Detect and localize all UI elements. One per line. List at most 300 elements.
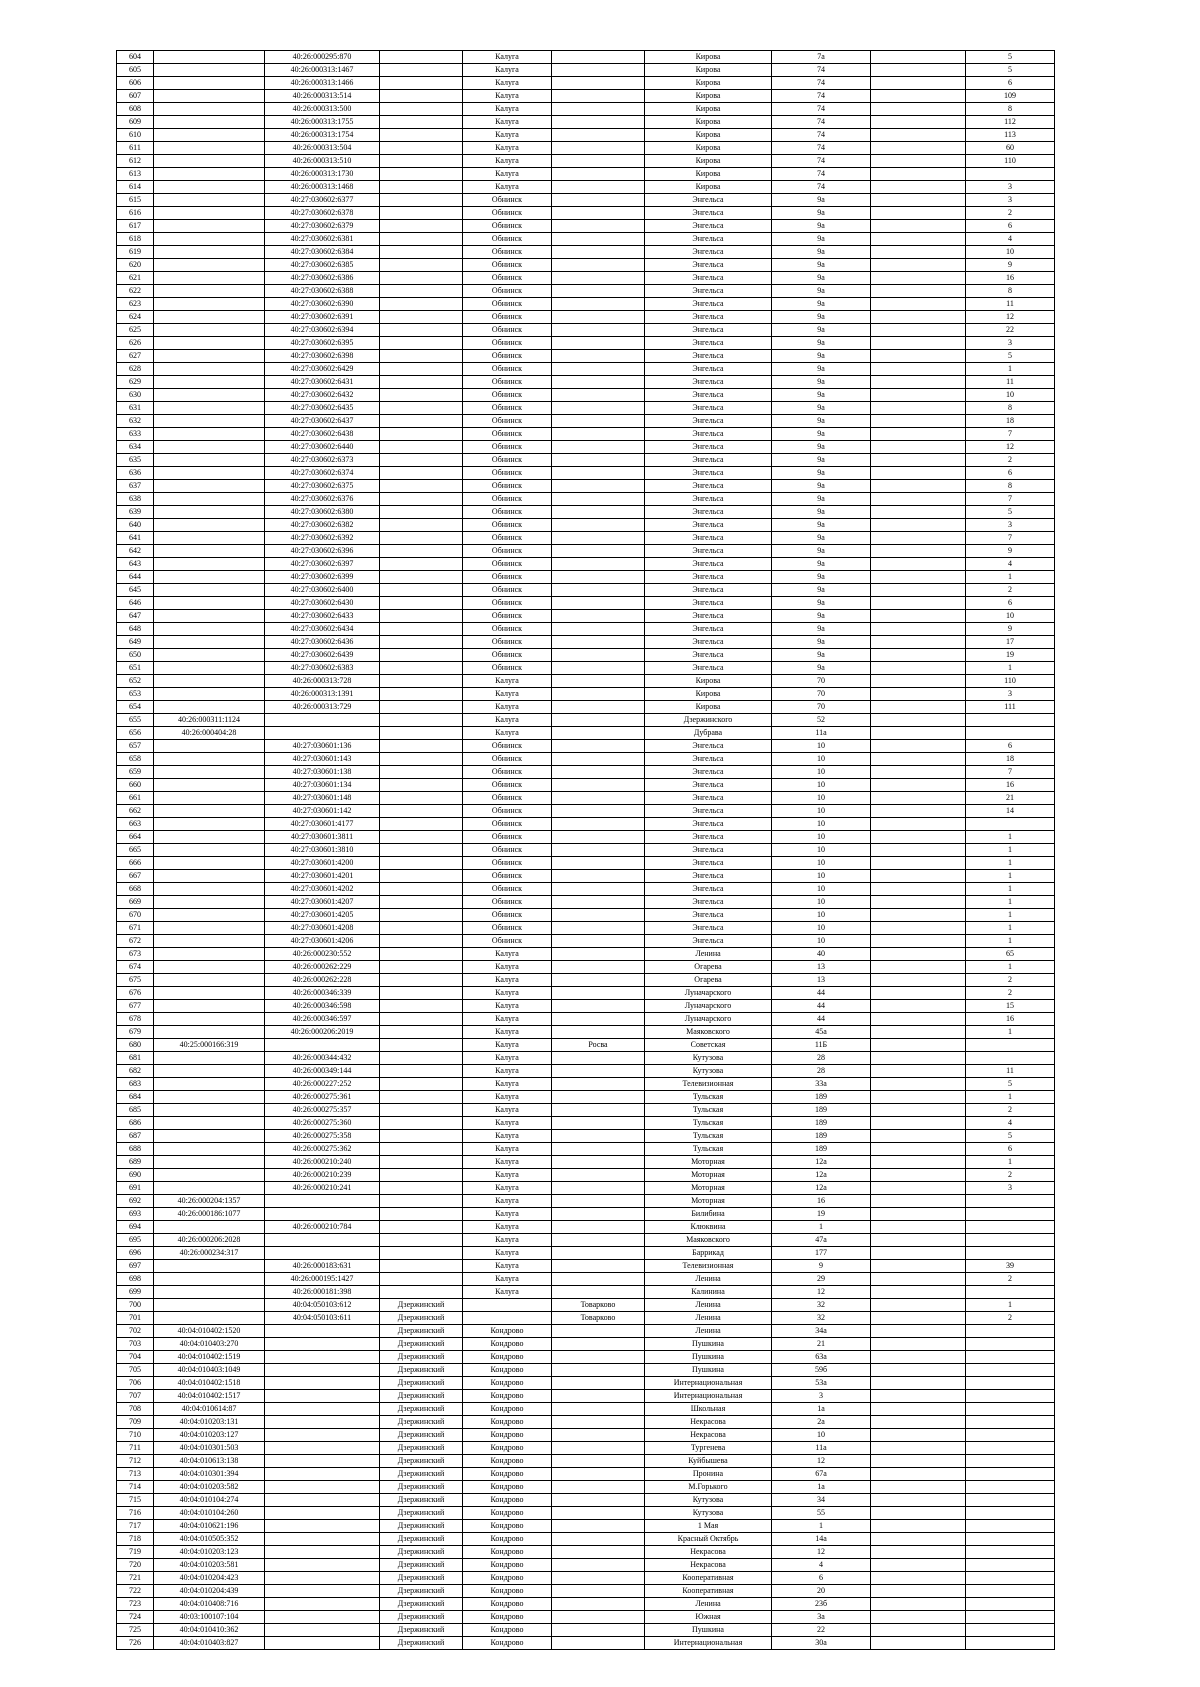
- cell-apartment: [966, 1247, 1055, 1260]
- cell-settlement: [552, 1559, 645, 1572]
- cell-district: Дзержинский: [380, 1585, 463, 1598]
- cell-settlement: [552, 155, 645, 168]
- cell-cadastral-number-b: 40:26:000206:2019: [265, 1026, 380, 1039]
- cell-cadastral-number-b: 40:26:000313:504: [265, 142, 380, 155]
- cell-apartment: 111: [966, 701, 1055, 714]
- cell-cadastral-number-b: 40:27:030602:6373: [265, 454, 380, 467]
- cell-building: [871, 792, 966, 805]
- cell-street: Кутузова: [645, 1052, 772, 1065]
- cell-row-number: 712: [117, 1455, 154, 1468]
- cell-apartment: [966, 1377, 1055, 1390]
- table-row: [117, 1390, 1055, 1403]
- cell-district: [380, 194, 463, 207]
- cell-district: [380, 948, 463, 961]
- cell-cadastral-number-b: 40:27:030602:6385: [265, 259, 380, 272]
- cell-district: Дзержинский: [380, 1377, 463, 1390]
- cell-row-number: 641: [117, 532, 154, 545]
- cell-street: Энгельса: [645, 285, 772, 298]
- cell-cadastral-number-b: 40:26:000295:870: [265, 51, 380, 64]
- cell-district: Дзержинский: [380, 1611, 463, 1624]
- cell-apartment: 5: [966, 1130, 1055, 1143]
- cell-building: [871, 662, 966, 675]
- cell-apartment: [966, 1572, 1055, 1585]
- cell-building: [871, 1520, 966, 1533]
- cell-row-number: 628: [117, 363, 154, 376]
- cell-building: [871, 545, 966, 558]
- cell-city: Калуга: [463, 961, 552, 974]
- cell-district: [380, 519, 463, 532]
- cell-cadastral-number-a: 40:04:010402:1519: [154, 1351, 265, 1364]
- cell-settlement: [552, 740, 645, 753]
- cell-row-number: 708: [117, 1403, 154, 1416]
- cell-cadastral-number-a: [154, 1000, 265, 1013]
- cell-district: [380, 337, 463, 350]
- cell-street: Тульская: [645, 1117, 772, 1130]
- cell-row-number: 721: [117, 1572, 154, 1585]
- cell-settlement: [552, 1429, 645, 1442]
- table-row: [117, 636, 1055, 649]
- cell-settlement: [552, 1078, 645, 1091]
- cell-district: Дзержинский: [380, 1624, 463, 1637]
- cell-cadastral-number-a: [154, 194, 265, 207]
- table-row: [117, 194, 1055, 207]
- cell-row-number: 615: [117, 194, 154, 207]
- cell-house: 40: [772, 948, 871, 961]
- cell-cadastral-number-a: [154, 649, 265, 662]
- cell-cadastral-number-a: [154, 753, 265, 766]
- cell-house: 10: [772, 909, 871, 922]
- cell-street: Энгельса: [645, 532, 772, 545]
- cell-district: [380, 220, 463, 233]
- cell-settlement: [552, 1416, 645, 1429]
- cell-apartment: 8: [966, 285, 1055, 298]
- table-row: [117, 1533, 1055, 1546]
- cell-settlement: [552, 1364, 645, 1377]
- cell-apartment: 7: [966, 428, 1055, 441]
- cell-street: Энгельса: [645, 935, 772, 948]
- cell-cadastral-number-a: 40:26:000186:1077: [154, 1208, 265, 1221]
- cell-city: Калуга: [463, 181, 552, 194]
- cell-cadastral-number-a: 40:26:000404:28: [154, 727, 265, 740]
- cell-street: Энгельса: [645, 480, 772, 493]
- cell-street: Некрасова: [645, 1416, 772, 1429]
- cell-house: 34: [772, 1494, 871, 1507]
- cell-district: [380, 1078, 463, 1091]
- cell-street: 1 Мая: [645, 1520, 772, 1533]
- cell-building: [871, 1481, 966, 1494]
- cell-cadastral-number-a: [154, 1013, 265, 1026]
- cell-cadastral-number-b: 40:27:030601:142: [265, 805, 380, 818]
- cell-house: 14а: [772, 1533, 871, 1546]
- cell-house: 189: [772, 1143, 871, 1156]
- cell-house: 12: [772, 1546, 871, 1559]
- cell-city: Обнинск: [463, 350, 552, 363]
- cell-apartment: [966, 1507, 1055, 1520]
- cell-street: Интернациональная: [645, 1390, 772, 1403]
- cell-street: Тульская: [645, 1091, 772, 1104]
- cell-settlement: [552, 662, 645, 675]
- cell-row-number: 662: [117, 805, 154, 818]
- cell-house: 9а: [772, 324, 871, 337]
- table-row: [117, 584, 1055, 597]
- table-row: [117, 1546, 1055, 1559]
- cell-street: Пушкина: [645, 1351, 772, 1364]
- cell-row-number: 715: [117, 1494, 154, 1507]
- cell-district: [380, 675, 463, 688]
- cell-row-number: 643: [117, 558, 154, 571]
- cell-cadastral-number-b: 40:26:000313:510: [265, 155, 380, 168]
- cell-city: Обнинск: [463, 740, 552, 753]
- cell-cadastral-number-b: 40:26:000210:241: [265, 1182, 380, 1195]
- cell-cadastral-number-a: [154, 922, 265, 935]
- cell-district: Дзержинский: [380, 1559, 463, 1572]
- cell-street: Энгельса: [645, 350, 772, 363]
- table-row: [117, 1026, 1055, 1039]
- cell-street: Маяковского: [645, 1026, 772, 1039]
- cell-city: Обнинск: [463, 636, 552, 649]
- cell-cadastral-number-b: 40:26:000313:500: [265, 103, 380, 116]
- cell-district: [380, 207, 463, 220]
- table-row: [117, 922, 1055, 935]
- cell-row-number: 711: [117, 1442, 154, 1455]
- table-row: [117, 597, 1055, 610]
- table-row: [117, 1091, 1055, 1104]
- cell-apartment: 5: [966, 350, 1055, 363]
- cell-city: Кондрово: [463, 1429, 552, 1442]
- cell-settlement: [552, 1533, 645, 1546]
- cell-city: Обнинск: [463, 649, 552, 662]
- cell-street: Энгельса: [645, 896, 772, 909]
- cell-building: [871, 1312, 966, 1325]
- cell-house: 10: [772, 779, 871, 792]
- cell-settlement: [552, 103, 645, 116]
- cell-apartment: 19: [966, 649, 1055, 662]
- cell-settlement: [552, 532, 645, 545]
- cell-apartment: 3: [966, 194, 1055, 207]
- cell-house: 74: [772, 116, 871, 129]
- cell-street: Ленина: [645, 1299, 772, 1312]
- cell-settlement: [552, 1494, 645, 1507]
- cell-settlement: [552, 1507, 645, 1520]
- table-row: [117, 454, 1055, 467]
- cell-apartment: [966, 1234, 1055, 1247]
- cell-building: [871, 1377, 966, 1390]
- cell-apartment: 17: [966, 636, 1055, 649]
- cell-apartment: 5: [966, 506, 1055, 519]
- cell-cadastral-number-b: 40:27:030602:6435: [265, 402, 380, 415]
- cell-cadastral-number-a: [154, 662, 265, 675]
- cell-cadastral-number-a: [154, 142, 265, 155]
- cell-district: [380, 701, 463, 714]
- cell-cadastral-number-b: [265, 1546, 380, 1559]
- cell-cadastral-number-a: 40:04:010104:260: [154, 1507, 265, 1520]
- cell-building: [871, 285, 966, 298]
- cell-building: [871, 610, 966, 623]
- cell-apartment: 1: [966, 922, 1055, 935]
- cell-settlement: [552, 207, 645, 220]
- cell-house: 9а: [772, 207, 871, 220]
- cell-house: 3а: [772, 1611, 871, 1624]
- cell-apartment: 2: [966, 974, 1055, 987]
- cell-row-number: 668: [117, 883, 154, 896]
- cell-apartment: [966, 1533, 1055, 1546]
- cell-cadastral-number-b: 40:27:030602:6430: [265, 597, 380, 610]
- cell-building: [871, 649, 966, 662]
- cell-house: 23б: [772, 1598, 871, 1611]
- cell-apartment: 9: [966, 623, 1055, 636]
- cell-settlement: [552, 558, 645, 571]
- cell-house: 10: [772, 753, 871, 766]
- cell-cadastral-number-b: 40:26:000262:229: [265, 961, 380, 974]
- cell-street: Билибина: [645, 1208, 772, 1221]
- cell-settlement: [552, 584, 645, 597]
- cell-cadastral-number-b: [265, 1338, 380, 1351]
- cell-city: Кондрово: [463, 1468, 552, 1481]
- cell-apartment: 1: [966, 909, 1055, 922]
- cell-cadastral-number-a: 40:04:010403:1049: [154, 1364, 265, 1377]
- cell-street: Моторная: [645, 1182, 772, 1195]
- table-row: [117, 1117, 1055, 1130]
- cell-settlement: [552, 467, 645, 480]
- cell-cadastral-number-b: 40:27:030602:6394: [265, 324, 380, 337]
- cell-row-number: 616: [117, 207, 154, 220]
- cell-building: [871, 168, 966, 181]
- cell-street: Кутузова: [645, 1494, 772, 1507]
- cell-apartment: 16: [966, 1013, 1055, 1026]
- cell-row-number: 632: [117, 415, 154, 428]
- cell-row-number: 676: [117, 987, 154, 1000]
- cell-city: Кондрово: [463, 1624, 552, 1637]
- cell-district: [380, 1247, 463, 1260]
- cell-row-number: 618: [117, 233, 154, 246]
- cell-apartment: [966, 1221, 1055, 1234]
- cell-building: [871, 1455, 966, 1468]
- cell-house: 9а: [772, 233, 871, 246]
- cell-row-number: 620: [117, 259, 154, 272]
- cell-street: Моторная: [645, 1156, 772, 1169]
- cell-cadastral-number-b: 40:04:050103:612: [265, 1299, 380, 1312]
- cell-apartment: 7: [966, 766, 1055, 779]
- cell-street: Энгельса: [645, 909, 772, 922]
- table-row: [117, 1312, 1055, 1325]
- table-row: [117, 818, 1055, 831]
- cell-cadastral-number-a: 40:26:000311:1124: [154, 714, 265, 727]
- cell-street: Огарева: [645, 961, 772, 974]
- cell-house: 9а: [772, 246, 871, 259]
- cell-apartment: 39: [966, 1260, 1055, 1273]
- cell-row-number: 682: [117, 1065, 154, 1078]
- cell-building: [871, 103, 966, 116]
- cell-cadastral-number-b: 40:26:000313:514: [265, 90, 380, 103]
- cell-city: Кондрово: [463, 1520, 552, 1533]
- cell-city: Калуга: [463, 142, 552, 155]
- cell-house: 16: [772, 1195, 871, 1208]
- cell-settlement: [552, 922, 645, 935]
- cell-building: [871, 870, 966, 883]
- cell-building: [871, 480, 966, 493]
- cell-street: Маяковского: [645, 1234, 772, 1247]
- cell-building: [871, 1390, 966, 1403]
- cell-settlement: [552, 298, 645, 311]
- cell-district: Дзержинский: [380, 1429, 463, 1442]
- cell-street: Тульская: [645, 1143, 772, 1156]
- cell-cadastral-number-b: [265, 1637, 380, 1650]
- cell-building: [871, 363, 966, 376]
- cell-house: 9а: [772, 532, 871, 545]
- cell-street: Энгельса: [645, 272, 772, 285]
- cell-row-number: 670: [117, 909, 154, 922]
- cell-cadastral-number-a: [154, 220, 265, 233]
- table-row: [117, 285, 1055, 298]
- cell-settlement: [552, 90, 645, 103]
- cell-settlement: [552, 233, 645, 246]
- cell-cadastral-number-b: 40:27:030602:6434: [265, 623, 380, 636]
- cell-settlement: [552, 64, 645, 77]
- cell-district: [380, 233, 463, 246]
- cell-street: Кирова: [645, 116, 772, 129]
- cell-cadastral-number-b: 40:26:000313:1730: [265, 168, 380, 181]
- cell-street: Дубрава: [645, 727, 772, 740]
- cell-house: 9: [772, 1260, 871, 1273]
- table-row: [117, 857, 1055, 870]
- cell-cadastral-number-a: [154, 155, 265, 168]
- cell-house: 10: [772, 870, 871, 883]
- cell-apartment: [966, 1351, 1055, 1364]
- cell-district: [380, 1039, 463, 1052]
- table-row: [117, 571, 1055, 584]
- cell-row-number: 635: [117, 454, 154, 467]
- cell-house: 10: [772, 1429, 871, 1442]
- table-row: [117, 350, 1055, 363]
- cell-district: Дзержинский: [380, 1507, 463, 1520]
- cell-cadastral-number-a: 40:04:010402:1520: [154, 1325, 265, 1338]
- cell-street: Энгельса: [645, 584, 772, 597]
- cell-apartment: [966, 727, 1055, 740]
- cell-city: Обнинск: [463, 610, 552, 623]
- cell-cadastral-number-b: 40:27:030602:6429: [265, 363, 380, 376]
- cell-cadastral-number-b: [265, 714, 380, 727]
- cell-cadastral-number-a: [154, 285, 265, 298]
- cell-street: Клюквина: [645, 1221, 772, 1234]
- cell-building: [871, 1533, 966, 1546]
- table-row: [117, 1260, 1055, 1273]
- cell-cadastral-number-b: 40:26:000313:1467: [265, 64, 380, 77]
- cell-cadastral-number-b: 40:27:030601:4177: [265, 818, 380, 831]
- cell-apartment: 6: [966, 220, 1055, 233]
- cell-house: 9а: [772, 480, 871, 493]
- cell-apartment: 8: [966, 103, 1055, 116]
- table-row: [117, 987, 1055, 1000]
- cell-city: Обнинск: [463, 532, 552, 545]
- cell-city: Калуга: [463, 1156, 552, 1169]
- cell-district: Дзержинский: [380, 1364, 463, 1377]
- cell-building: [871, 1286, 966, 1299]
- cell-cadastral-number-a: [154, 428, 265, 441]
- cell-settlement: [552, 675, 645, 688]
- cell-house: 74: [772, 103, 871, 116]
- cell-district: [380, 77, 463, 90]
- table-row: [117, 181, 1055, 194]
- cell-district: [380, 1182, 463, 1195]
- cell-house: 9а: [772, 506, 871, 519]
- cell-building: [871, 1169, 966, 1182]
- table-row: [117, 337, 1055, 350]
- cell-city: Обнинск: [463, 259, 552, 272]
- cell-cadastral-number-b: [265, 1416, 380, 1429]
- cell-house: 189: [772, 1130, 871, 1143]
- cell-row-number: 665: [117, 844, 154, 857]
- cell-district: [380, 1104, 463, 1117]
- cell-apartment: [966, 1559, 1055, 1572]
- cell-building: [871, 1299, 966, 1312]
- cell-settlement: [552, 1247, 645, 1260]
- cell-row-number: 605: [117, 64, 154, 77]
- table-row: [117, 480, 1055, 493]
- cell-house: 12а: [772, 1156, 871, 1169]
- cell-street: Кутузова: [645, 1065, 772, 1078]
- cell-cadastral-number-a: [154, 935, 265, 948]
- cell-district: [380, 532, 463, 545]
- cell-cadastral-number-b: 40:27:030602:6377: [265, 194, 380, 207]
- cell-building: [871, 675, 966, 688]
- cell-house: 67а: [772, 1468, 871, 1481]
- cell-settlement: [552, 701, 645, 714]
- cell-row-number: 649: [117, 636, 154, 649]
- cell-cadastral-number-a: 40:04:010104:274: [154, 1494, 265, 1507]
- cell-city: Обнинск: [463, 805, 552, 818]
- cell-apartment: 3: [966, 519, 1055, 532]
- cell-street: Энгельса: [645, 246, 772, 259]
- cell-building: [871, 467, 966, 480]
- cell-house: 11а: [772, 1442, 871, 1455]
- cell-district: [380, 272, 463, 285]
- cell-city: Обнинск: [463, 545, 552, 558]
- cell-street: Телевизионная: [645, 1078, 772, 1091]
- cell-apartment: 112: [966, 116, 1055, 129]
- cell-city: Обнинск: [463, 935, 552, 948]
- cell-city: Калуга: [463, 1195, 552, 1208]
- cell-cadastral-number-b: 40:27:030601:4202: [265, 883, 380, 896]
- cell-building: [871, 90, 966, 103]
- cell-building: [871, 1468, 966, 1481]
- cell-city: Обнинск: [463, 311, 552, 324]
- cell-street: Баррикад: [645, 1247, 772, 1260]
- cell-apartment: 8: [966, 480, 1055, 493]
- cell-district: [380, 818, 463, 831]
- cell-city: Обнинск: [463, 220, 552, 233]
- cell-city: Обнинск: [463, 623, 552, 636]
- cell-district: [380, 1169, 463, 1182]
- cell-building: [871, 233, 966, 246]
- cell-building: [871, 1065, 966, 1078]
- cell-building: [871, 1416, 966, 1429]
- cell-house: 9а: [772, 558, 871, 571]
- cell-building: [871, 1598, 966, 1611]
- cell-apartment: 110: [966, 675, 1055, 688]
- cell-street: Кирова: [645, 90, 772, 103]
- cell-cadastral-number-b: 40:27:030601:4206: [265, 935, 380, 948]
- cell-city: Обнинск: [463, 428, 552, 441]
- cell-apartment: [966, 1520, 1055, 1533]
- cell-street: Энгельса: [645, 311, 772, 324]
- cell-row-number: 639: [117, 506, 154, 519]
- cell-cadastral-number-a: [154, 779, 265, 792]
- cell-cadastral-number-b: 40:27:030601:4207: [265, 896, 380, 909]
- cell-cadastral-number-a: [154, 1143, 265, 1156]
- cell-district: Дзержинский: [380, 1338, 463, 1351]
- cell-building: [871, 753, 966, 766]
- cell-cadastral-number-b: [265, 1455, 380, 1468]
